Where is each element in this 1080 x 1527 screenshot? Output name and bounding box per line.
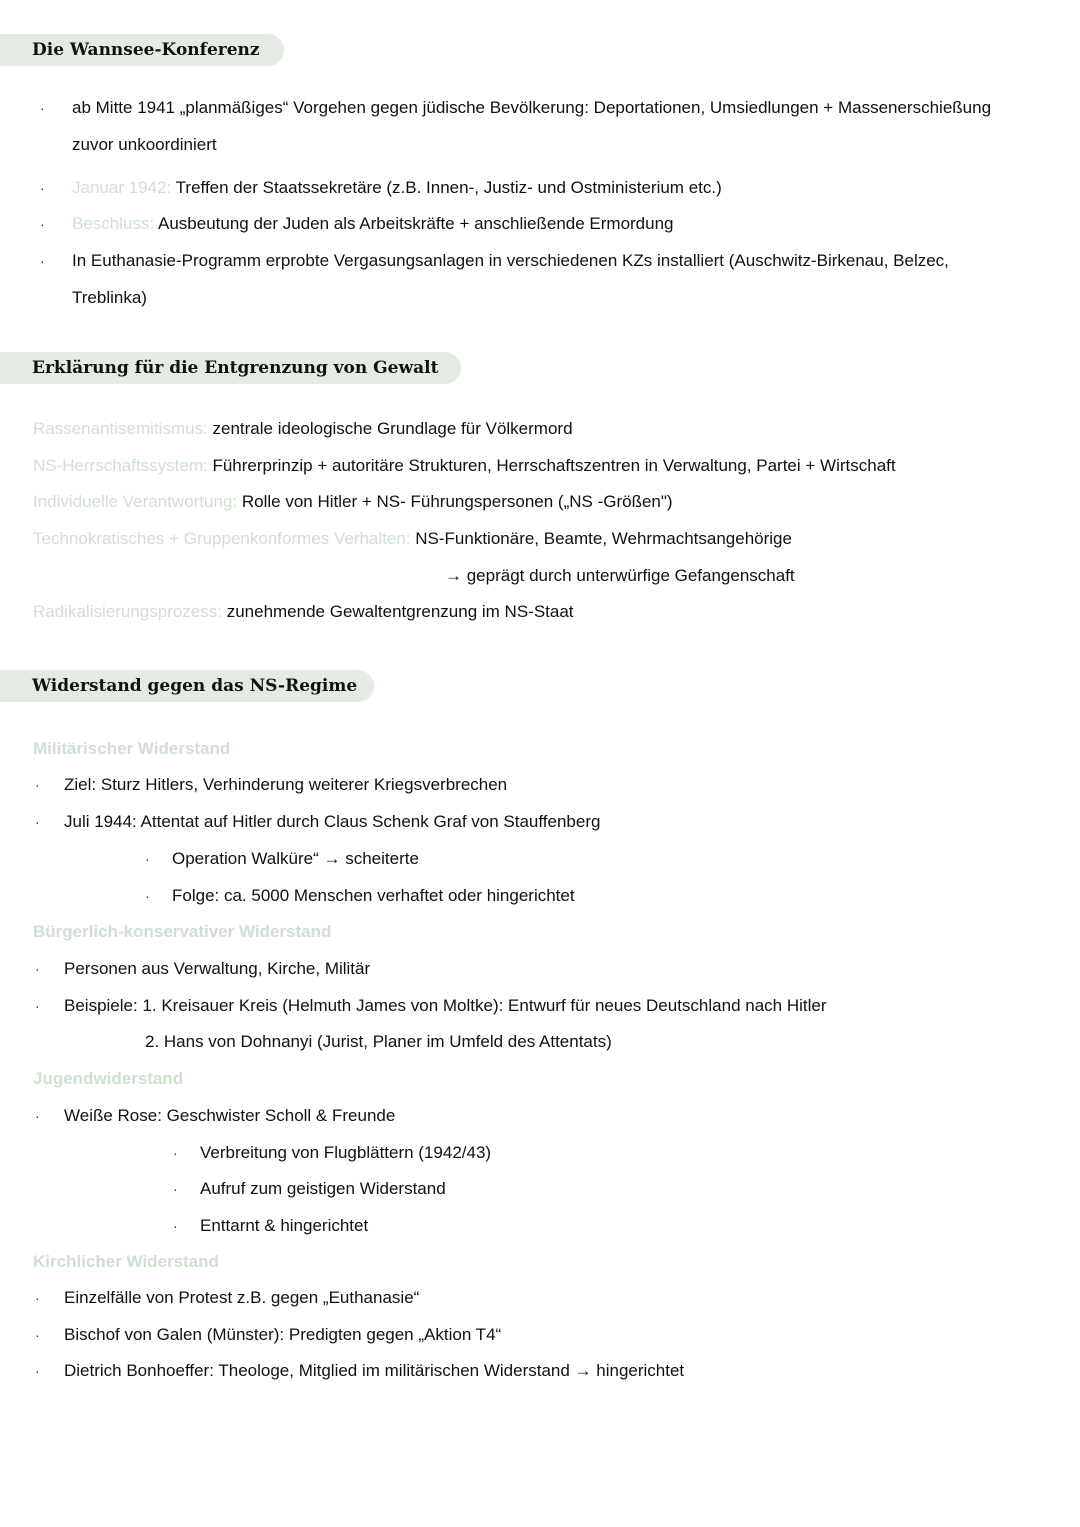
wannsee-bullet-1: ab Mitte 1941 „planmäßiges“ Vorgehen gegen jüdische Bevölkerung: Deportationen, Umsiedlungen + Massenerschießung: [72, 98, 992, 117]
highlight-label: Technokratisches + Gruppenkonformes Verhalten:: [33, 529, 411, 548]
entgrenzung-row-4: [33, 527, 792, 551]
bullet: ·: [173, 1145, 178, 1161]
subheading-buergerlich: Bürgerlich-konservativer Widerstand: [33, 922, 332, 941]
subheading-kirchlich: Kirchlicher Widerstand: [33, 1252, 219, 1271]
row-text: NS-Funktionäre, Beamte, Wehrmachtsangehörige: [410, 529, 792, 548]
bullet: ·: [173, 1218, 178, 1234]
entgrenzung-row-1: [33, 417, 573, 441]
row-text: zentrale ideologische Grundlage für Völkermord: [207, 419, 573, 438]
highlight-label: Beschluss:: [72, 214, 155, 233]
highlight-label: Radikalisierungsprozess:: [33, 602, 222, 621]
bullet: ·: [35, 777, 40, 793]
kw-bullet-2: Bischof von Galen (Münster): Predigten gegen „Aktion T4“: [64, 1325, 502, 1344]
bullet: ·: [40, 180, 45, 196]
bullet: ·: [40, 100, 45, 116]
entgrenzung-row-4-cont: → geprägt durch unterwürfige Gefangenschaft: [445, 566, 795, 585]
bullet: ·: [35, 1327, 40, 1343]
highlight-label: Januar 1942:: [72, 178, 172, 197]
entgrenzung-row-5: [33, 600, 574, 624]
row-text: zunehmende Gewaltentgrenzung im NS-Staat: [221, 602, 574, 621]
row-text: Rolle von Hitler + NS- Führungspersonen („NS -Größen"): [237, 492, 673, 511]
bk-bullet-2-cont: 2. Hans von Dohnanyi (Jurist, Planer im Umfeld des Attentats): [145, 1032, 612, 1051]
section-heading-wannsee: Die Wannsee-Konferenz: [0, 34, 284, 66]
mil-sub-bullet-1: Operation Walküre“ → scheiterte: [172, 849, 419, 868]
mil-bullet-2: Juli 1944: Attentat auf Hitler durch Claus Schenk Graf von Stauffenberg: [64, 812, 601, 831]
bk-bullet-1: Personen aus Verwaltung, Kirche, Militär: [64, 959, 371, 978]
bullet: ·: [35, 1108, 40, 1124]
highlight-label: Rassenantisemitismus:: [33, 419, 208, 438]
entgrenzung-row-2: [33, 454, 896, 478]
bullet: ·: [35, 814, 40, 830]
bullet-text: Treffen der Staatssekretäre (z.B. Innen-, Justiz- und Ostministerium etc.): [171, 178, 722, 197]
highlight-label: Individuelle Verantwortung:: [33, 492, 238, 511]
bullet: ·: [35, 1363, 40, 1379]
kw-bullet-3: Dietrich Bonhoeffer: Theologe, Mitglied im militärischen Widerstand → hingerichtet: [64, 1361, 685, 1380]
jw-sub-bullet-2: Aufruf zum geistigen Widerstand: [200, 1179, 446, 1198]
section-heading-entgrenzung: Erklärung für die Entgrenzung von Gewalt: [0, 352, 461, 384]
wannsee-bullet-1-cont: zuvor unkoordiniert: [72, 135, 217, 154]
bullet: ·: [35, 998, 40, 1014]
bullet: ·: [173, 1181, 178, 1197]
bullet-text: Ausbeutung der Juden als Arbeitskräfte + anschließende Ermordung: [154, 214, 674, 233]
bullet: ·: [40, 253, 45, 269]
bullet: ·: [40, 216, 45, 232]
wannsee-bullet-4: In Euthanasie-Programm erprobte Vergasungsanlagen in verschiedenen KZs installiert (Auschwitz-Birkenau, Belzec,: [72, 251, 949, 270]
bullet: ·: [145, 851, 150, 867]
highlight-label: NS-Herrschaftssystem:: [33, 456, 208, 475]
wannsee-bullet-4-cont: Treblinka): [72, 288, 147, 307]
mil-sub-bullet-2: Folge: ca. 5000 Menschen verhaftet oder hingerichtet: [172, 886, 575, 905]
bullet: ·: [145, 888, 150, 904]
entgrenzung-row-3: [33, 490, 673, 514]
row-text: Führerprinzip + autoritäre Strukturen, Herrschaftszentren in Verwaltung, Partei + Wirtschaft: [207, 456, 896, 475]
bullet: ·: [35, 961, 40, 977]
kw-bullet-1: Einzelfälle von Protest z.B. gegen „Euthanasie“: [64, 1288, 420, 1307]
section-heading-widerstand: Widerstand gegen das NS-Regime: [0, 670, 374, 702]
jw-sub-bullet-1: Verbreitung von Flugblättern (1942/43): [200, 1143, 492, 1162]
wannsee-bullet-2: [72, 176, 722, 200]
subheading-militaerisch: Militärischer Widerstand: [33, 739, 231, 758]
jw-sub-bullet-3: Enttarnt & hingerichtet: [200, 1216, 369, 1235]
subheading-jugend: Jugendwiderstand: [33, 1069, 184, 1088]
jw-bullet-1: Weiße Rose: Geschwister Scholl & Freunde: [64, 1106, 396, 1125]
mil-bullet-1: Ziel: Sturz Hitlers, Verhinderung weiterer Kriegsverbrechen: [64, 775, 508, 794]
bk-bullet-2: Beispiele: 1. Kreisauer Kreis (Helmuth James von Moltke): Entwurf für neues Deutschland nach Hitler: [64, 996, 827, 1015]
wannsee-bullet-3: [72, 212, 674, 236]
bullet: ·: [35, 1290, 40, 1306]
